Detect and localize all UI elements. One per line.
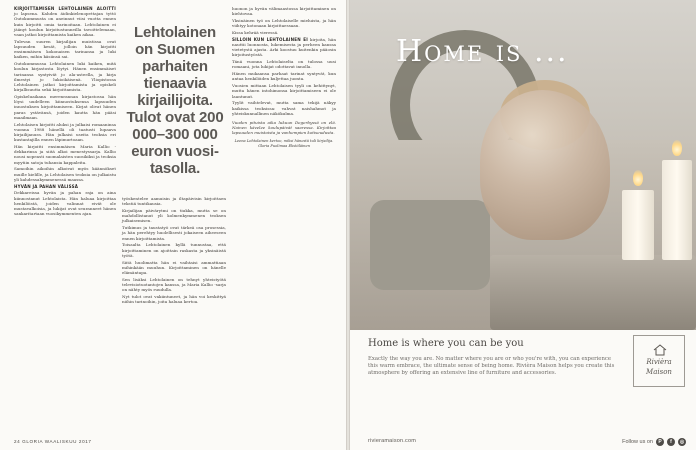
paragraph: kirjoita, hän nauttii luonnosta, lukemisesta ja perheen kanssa vietetystä ajasta. Arki koostuu kuitenkin pääosin kirjoitustyöstä.: [232, 36, 337, 58]
candle-flame: [672, 140, 682, 156]
candle-short: [622, 190, 654, 260]
section-kicker: SILLOIN KUN LEHTOLAINEN EI: [232, 36, 308, 42]
left-page: [0, 0, 346, 450]
paragraph: Lehtolaisen kirjoitti aluksi ja julkaisi romaaninsa vuonna 1988 hänellä oli taatusti lupaava kirjailijanura. Hän julkaisi useita teoksia eri kustantajilla ennen läpimurtoaan.: [14, 121, 116, 143]
paragraph: Dekkareissa hyvän ja pahan raja on aina kiinnostanut Lehtolaista. Hän haluaa kirjoittaa henkilöistä, joiden valinnat eivät ole mustavalkoisia, ja lukijat ovat seuranneet hänen sankaritartaan vuosikymmenten ajan.: [14, 190, 116, 217]
article-column-1: [14, 6, 116, 218]
advert-body: Exactly the way you are. No matter where you are or who you're with, you can experience this warm embrace, the ultimate sense of being home. Rivièra Maison helps you create this atmosphere by offering an extensive line of furniture and accessories.: [368, 356, 615, 377]
paragraph: Vuosien mittaan Lehtolaisen tyyli on kehittynyt, mutta hänen intohimonsa kirjoittamiseen ei ole laantunut.: [232, 83, 336, 99]
article-column-3: [232, 6, 336, 151]
follow-label: Follow us on: [622, 439, 653, 445]
photo-tray: [490, 255, 696, 330]
logo-word-bottom: Maison: [646, 368, 672, 376]
paragraph: Tyylit vaihtelevat, mutta sama tekijä näkyy kaikissa teoksissa: vahvat naishahmot ja yhteiskunnallinen näkökulma.: [232, 100, 336, 116]
paragraph: Sen lisäksi Lehtolainen on tehnyt yhteistyötä televisiotuotantojen kanssa, ja Maria Kallio -sarja on nähty myös ruudulla.: [122, 276, 226, 293]
house-icon: [653, 344, 667, 356]
candle-flame: [633, 170, 643, 186]
advert-headline: Home is ...: [396, 34, 569, 69]
paragraph: Kirjailijan päivärytmi on tiukka, mutta se on mahdollistanut yli kolmenkymmenen teoksen julkaisemisen.: [122, 208, 226, 224]
paragraph: Opiskeluaikana merenrannan kirjastossa hän löysi uudelleen kiinnostuksensa lapsuuden innostuksen kirjoittamiseen. Kirjat olivat hänen paras ystävänsä, joiden kautta hän pääsi maailmaan.: [14, 94, 116, 120]
social-follow: [622, 438, 686, 446]
logo-word-top: Rivièra: [646, 358, 672, 366]
right-page-advert: [350, 0, 696, 450]
candle-tall: [662, 160, 692, 260]
paragraph: jo lapsena. Kahden äidinkielenopettajan tyttö Outokummusta on aneinnut viisi vuotta ennen kuin kirjoitti omia tarinoitaan. Lehtolainen ei jäänyt koulun kirjoitustunneilla tavoittelemaan, vaan jatkoi kirjoittamista kaiken aikaa.: [14, 11, 116, 38]
paragraph: Tulevan suuren kirjailijan muistissa ovat lapsuuden kesät, jolloin hän kirjoitti ensimmäisen kokonaisen tarinansa ja luki kaiken, mihin käsiinsä sai.: [14, 38, 116, 60]
facebook-icon[interactable]: f: [667, 438, 675, 446]
paragraph: Tutkimus ja taustatyö ovat tärkeä osa prosessia, ja hän perehtyy huolellisesti jokaiseen aiheeseen ennen kirjoittamista.: [122, 225, 226, 241]
pinterest-icon[interactable]: P: [656, 438, 664, 446]
instagram-icon[interactable]: ◎: [679, 439, 685, 445]
signature-line: Leena Lehtolainen kertoo, miksi hänestä tuli kirjailija. Gloria Puolimaa Ekstöläinen: [234, 139, 334, 149]
advert-slogan: Home is where you can be you: [368, 338, 524, 349]
paragraph: Toisaalta Lehtolainen kyllä tunnustaa, että kirjoittaminen on ajoittain raskasta ja yksinäistä työtä.: [122, 242, 226, 258]
paragraph: työskentelee aamuisin ja iltapäivisin kirjoittaen tekstiä tuntikausia.: [122, 196, 226, 207]
paragraph: Yksinäinen työ on Lehtolaiselle mieluista, ja hän viihtyy kotonaan kirjoittaessaan.: [232, 18, 336, 29]
paragraph: Kissa kehrää vieressä.: [232, 30, 279, 35]
paragraph: Outokummussa Lehtolainen luki kaiken, mitä koulun kirjastosta löytyi. Hänen ensimmäiset tarinansa syntyivät jo ala-asteella, ja kirja ilmestyi jo lukioikäisenä. Yliopistossa Lehtolainen jatkoi kirjoittamista ja opiskeli kirjallisuutta sekä kirjoittamista.: [14, 61, 116, 93]
author-bio: Vuoden pituista aika lukuun Degerbyssä on elä. Nainen kävelee koulupäivät saaressa. Kirjoittaa lapsuuden muistoista ja vanhempien kotiseudusta.: [232, 120, 336, 136]
paragraph: Hänen mukaansa parhaat tarinat syntyvät, kun antaa henkilöiden kuljettaa juonta.: [232, 71, 336, 82]
paragraph: Nyt tulot ovat vakiintuneet, ja hän voi keskittyä niihin tarinoihin, joita haluaa kertoa.: [122, 294, 226, 305]
pull-quote: Lehtolainen on Suomen parhaiten tienaavia kirjailijoita. Tulot ovat 200 000–300 000 euron vuosi-tasolla.: [126, 24, 224, 177]
website-url[interactable]: rivieramaison.com: [368, 438, 417, 444]
brand-logo: [633, 335, 685, 387]
advert-photo: [350, 0, 696, 330]
section-kicker: HYVÄN JA PAHAN VÄLISSÄ: [14, 183, 79, 189]
paragraph: Samoihin aikoihin alkoivat myös käännökset muille kielille, ja Lehtolaisen teoksia on julkaistu yli kahdessakymmenessä maassa.: [14, 166, 116, 182]
section-kicker: KIRJOITTAMISEN LEHTOLAINEN ALOITTI: [14, 6, 116, 11]
paragraph: Tänä vuonna Lehtolaiselta on tulossa uusi romaani, jota lukijat odottavat innolla.: [232, 59, 336, 70]
page-folio: 24 GLORIA WAALISKUU 2017: [14, 439, 92, 444]
paragraph: Siitä huolimatta hän ei vaihtaisi ammattiaan mihinkään muuhun. Kirjoittaminen on hänelle elämäntapa.: [122, 259, 226, 276]
article-column-2: [122, 196, 226, 306]
photo-cushion: [370, 200, 490, 290]
paragraph: huonon ja hyvän välimaastossa kirjoittaminen on kiehtovaa.: [232, 6, 336, 17]
photo-woman: [480, 90, 610, 240]
paragraph: Hän kirjoitti ensimmäisen Maria Kallio -dekkarinsa ja siitä alkoi menestyssarja. Kallio nousi nopeasti suomalaisten suosikiksi ja teoksia myytiin satoja tuhansia kappaleita.: [14, 144, 116, 165]
